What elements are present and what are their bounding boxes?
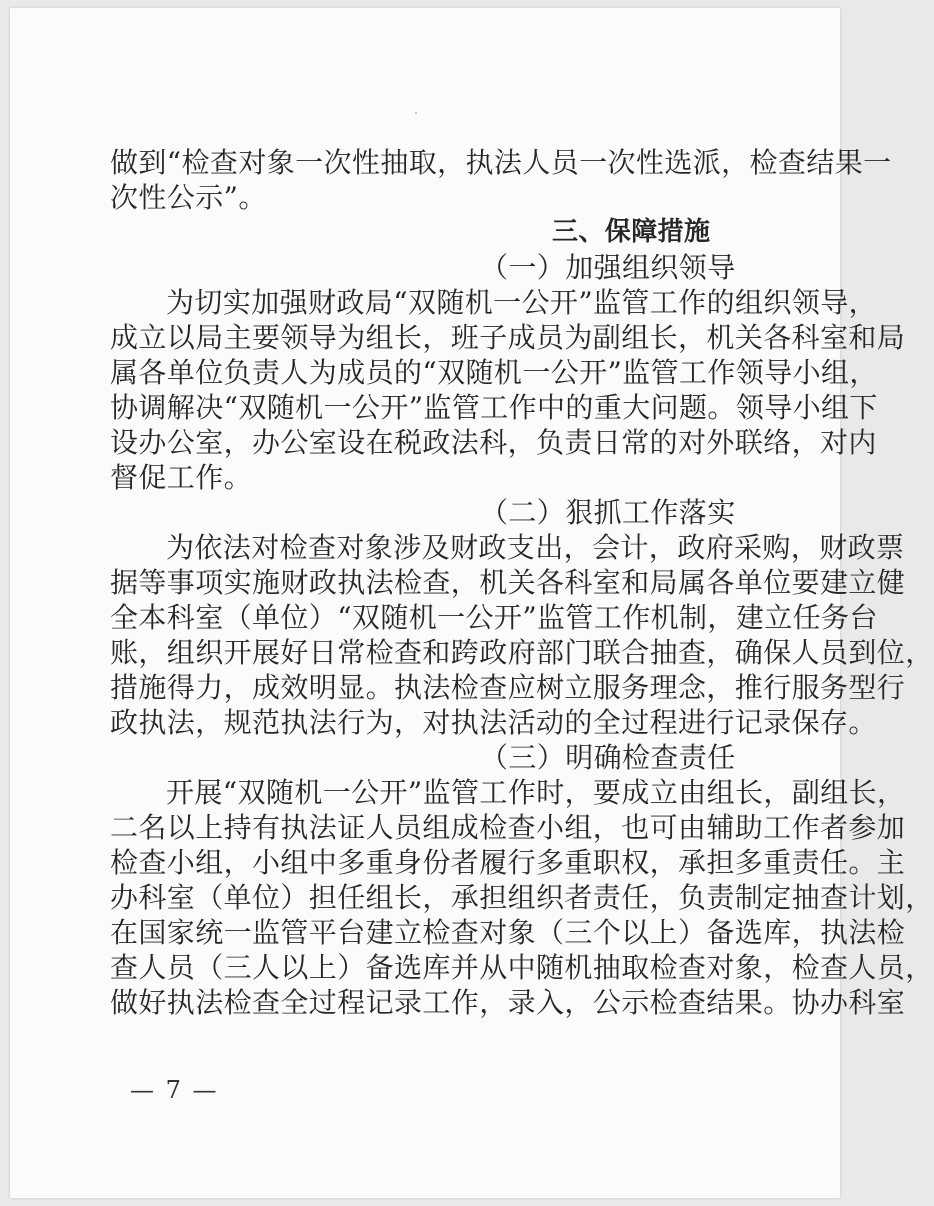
- document-body: [110, 145, 934, 1020]
- body-line: 查人员（三人以上）备选库并从中随机抽取检查对象，检查人员，: [110, 951, 934, 984]
- document-page: [10, 8, 934, 1198]
- body-line: 次性公示”。: [110, 181, 267, 214]
- page-number: — 7 —: [130, 1076, 219, 1104]
- body-line: 属各单位负责人为成员的“双随机一公开”监管工作领导小组，: [110, 356, 878, 389]
- subsection-heading: （二）狠抓工作落实: [480, 496, 736, 529]
- body-line: 账，组织开展好日常检查和跨政府部门联合抽查，确保人员到位，: [110, 636, 934, 669]
- body-line: 督促工作。: [110, 461, 253, 494]
- body-line: 在国家统一监管平台建立检查对象（三个以上）备选库，执法检: [110, 916, 906, 949]
- body-line: 措施得力，成效明显。执法检查应树立服务理念，推行服务型行: [110, 671, 906, 704]
- body-line: 做到“检查对象一次性抽取，执法人员一次性选派，检查结果一: [110, 146, 892, 179]
- body-line: 据等事项实施财政执法检查，机关各科室和局属各单位要建立健: [110, 566, 906, 599]
- body-line: 协调解决“双随机一公开”监管工作中的重大问题。领导小组下: [110, 391, 878, 424]
- body-line: 办科室（单位）担任组长，承担组织者责任，负责制定抽查计划，: [110, 881, 934, 914]
- body-line: 政执法，规范执法行为，对执法活动的全过程进行记录保存。: [110, 706, 877, 739]
- section-heading: 三、保障措施: [552, 217, 711, 247]
- body-line: 全本科室（单位）“双随机一公开”监管工作机制，建立任务台: [110, 601, 878, 634]
- scan-artifact-dot: [415, 112, 417, 114]
- body-line: 为依法对检查对象涉及财政支出，会计，政府采购，财政票: [166, 531, 905, 564]
- body-line: 为切实加强财政局“双随机一公开”监管工作的组织领导，: [166, 286, 878, 319]
- body-line: 设办公室，办公室设在税政法科，负责日常的对外联络，对内: [110, 426, 877, 459]
- body-line: 检查小组，小组中多重身份者履行多重职权，承担多重责任。主: [110, 846, 906, 879]
- body-line: 成立以局主要领导为组长，班子成员为副组长，机关各科室和局: [110, 321, 906, 354]
- body-line: 开展“双随机一公开”监管工作时，要成立由组长，副组长，: [166, 776, 906, 809]
- body-line: 做好执法检查全过程记录工作，录入，公示检查结果。协办科室: [110, 986, 906, 1019]
- subsection-heading: （一）加强组织领导: [480, 251, 736, 284]
- body-line: 二名以上持有执法证人员组成检查小组，也可由辅助工作者参加: [110, 811, 906, 844]
- subsection-heading: （三）明确检查责任: [480, 741, 736, 774]
